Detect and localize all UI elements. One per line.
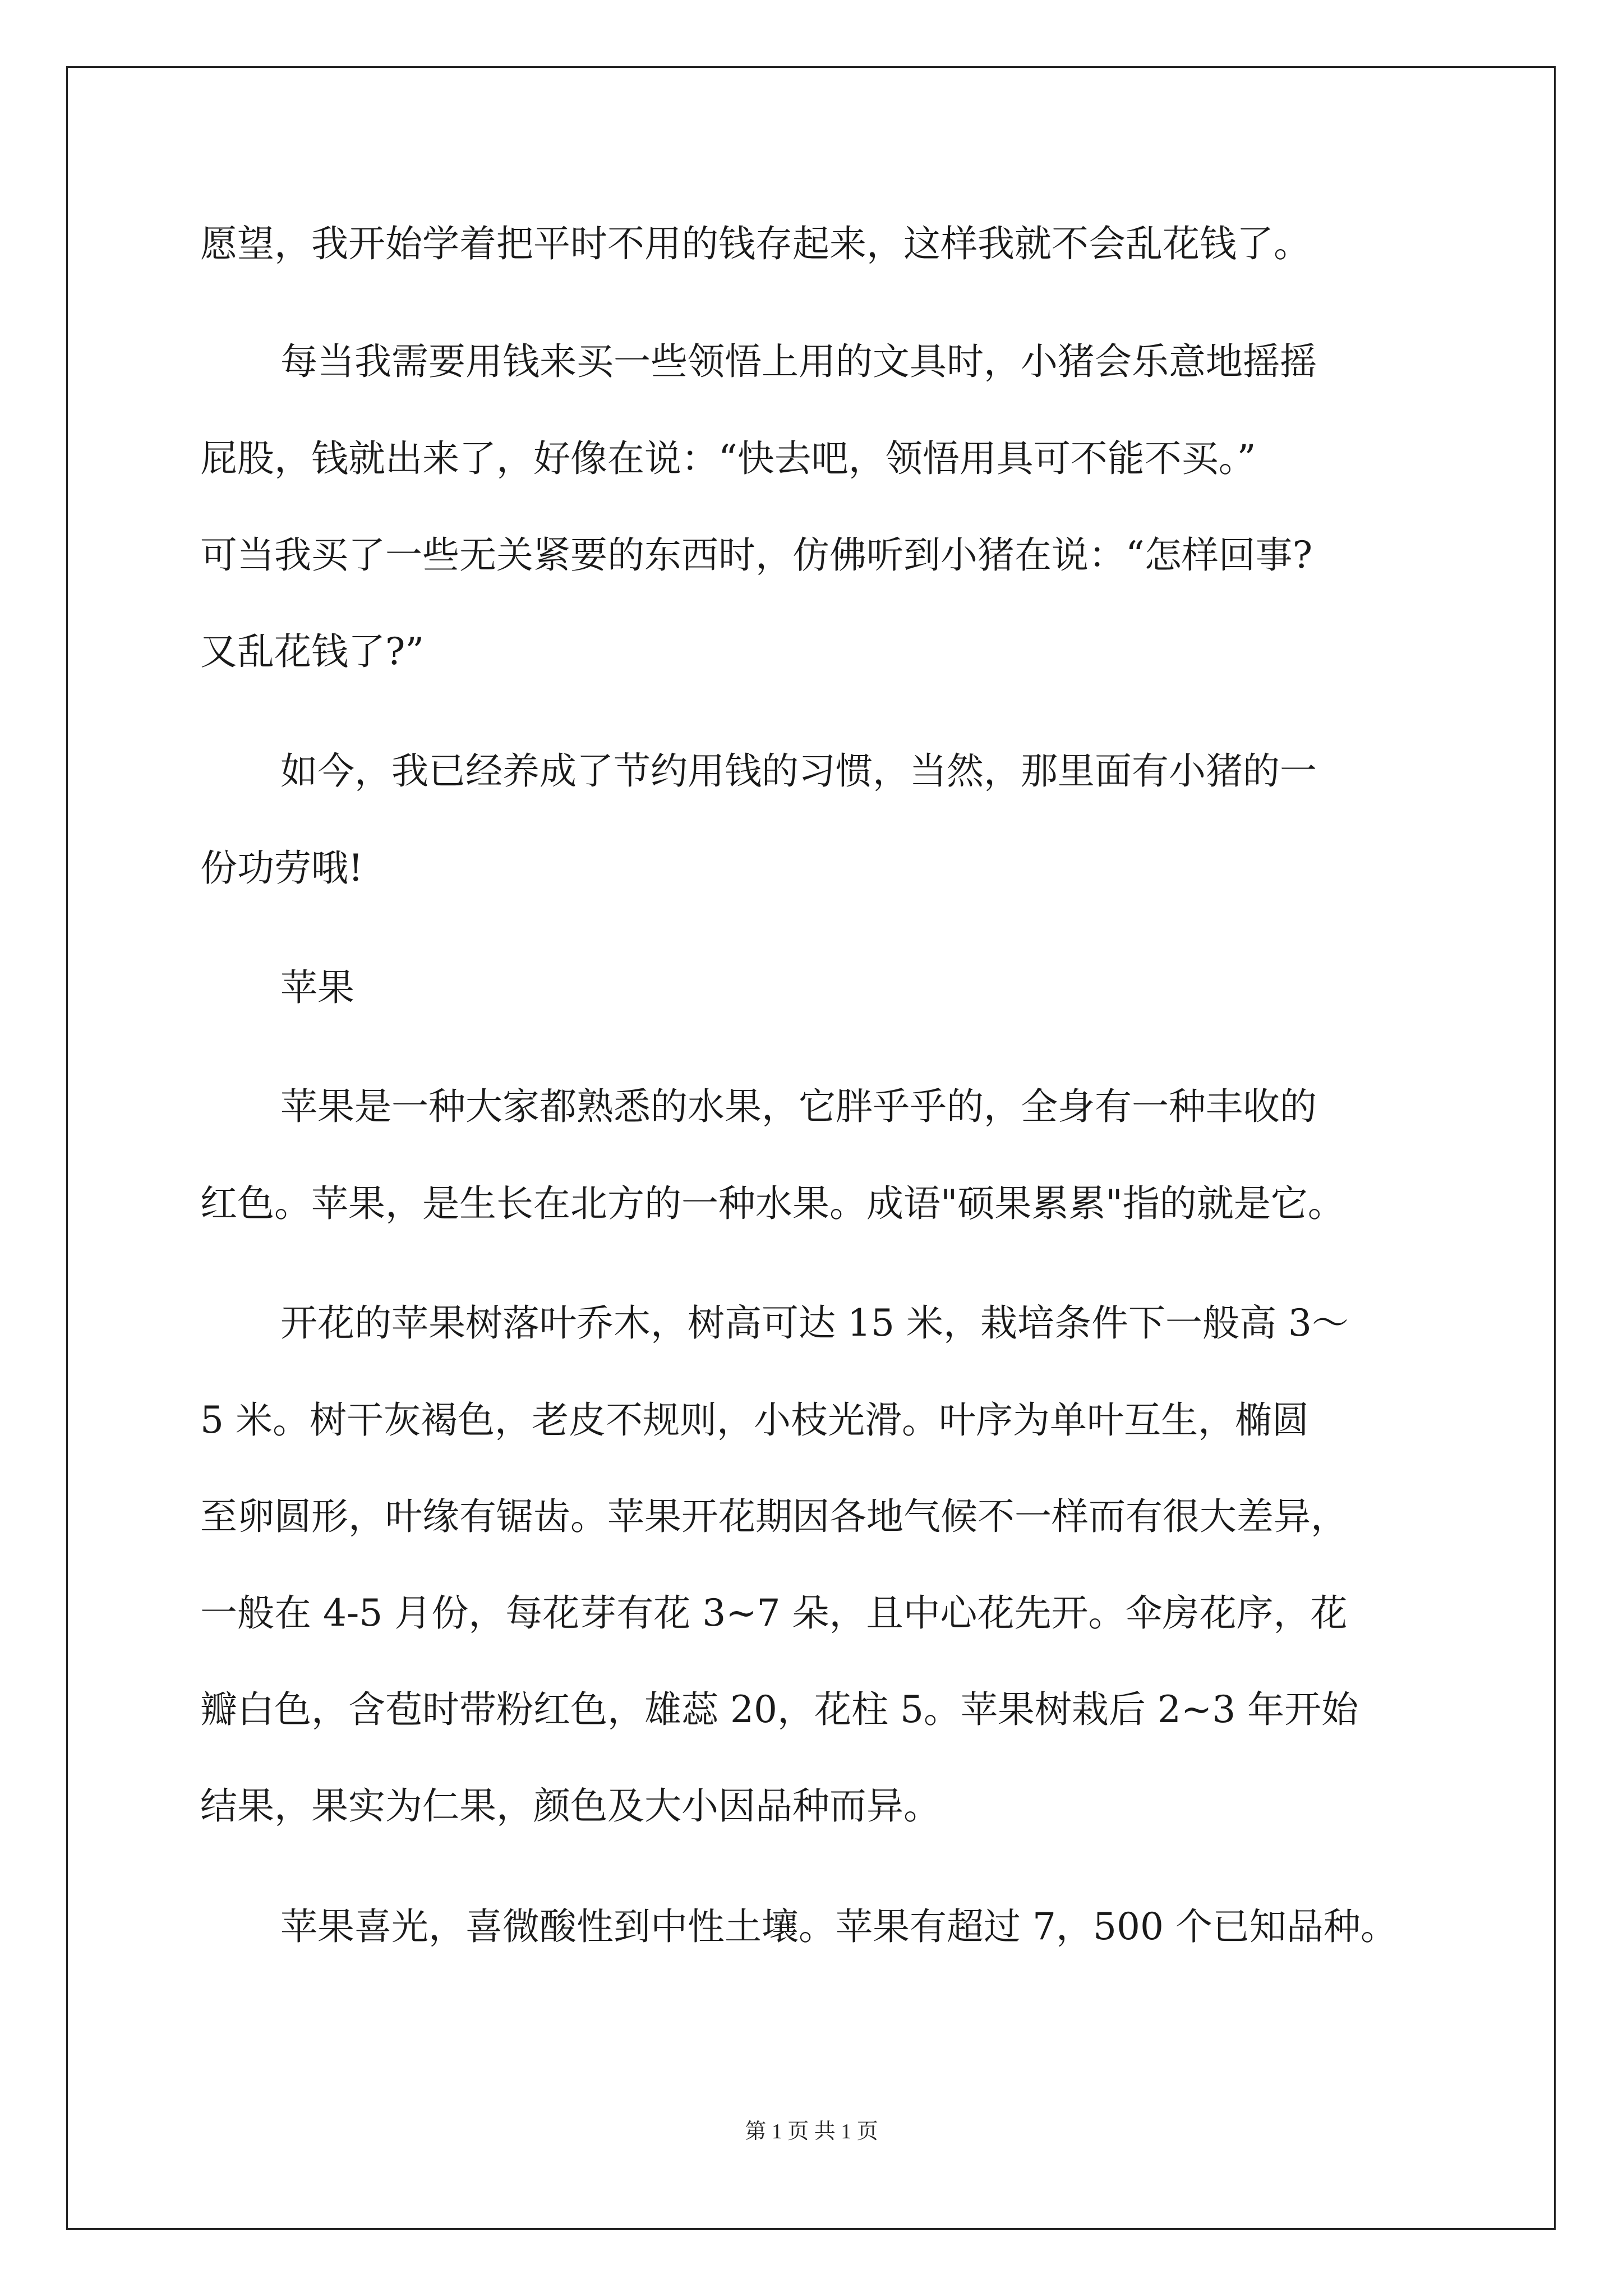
text-line: 苹果是一种大家都熟悉的水果，它胖乎乎的，全身有一种丰收的 (280, 1085, 1317, 1128)
text-line: 开花的苹果树落叶乔木，树高可达 15 米，栽培条件下一般高 3～ (280, 1301, 1349, 1345)
text-line: 可当我买了一些无关紧要的东西时，仿佛听到小猪在说：“怎样回事? (200, 533, 1313, 577)
text-line: 至卵圆形，叶缘有锯齿。苹果开花期因各地气候不一样而有很大差异， (200, 1495, 1348, 1538)
text-line: 一般在 4-5 月份，每花芽有花 3~7 朵，且中心花先开。伞房花序，花 (200, 1591, 1348, 1635)
text-line: 如今，我已经养成了节约用钱的习惯，当然，那里面有小猪的一 (280, 749, 1317, 793)
text-line: 瓣白色，含苞时带粉红色，雄蕊 20，花柱 5。苹果树栽后 2~3 年开始 (200, 1688, 1359, 1731)
text-line: 苹果喜光，喜微酸性到中性土壤。苹果有超过 7，500 个已知品种。 (280, 1905, 1398, 1948)
text-line: 又乱花钱了?” (200, 630, 425, 673)
text-line: 红色。苹果，是生长在北方的一种水果。成语"硕果累累"指的就是它。 (200, 1182, 1345, 1225)
text-line: 愿望，我开始学着把平时不用的钱存起来，这样我就不会乱花钱了。 (200, 222, 1311, 265)
text-line: 结果，果实为仁果，颜色及大小因品种而异。 (200, 1784, 940, 1828)
text-line: 每当我需要用钱来买一些领悟上用的文具时，小猪会乐意地摇摇 (280, 340, 1317, 383)
section-heading: 苹果 (280, 966, 354, 1009)
text-line: 份功劳哦! (200, 846, 363, 890)
text-line: 屁股，钱就出来了，好像在说：“快去吧，领悟用具可不能不买。” (200, 437, 1256, 480)
text-line: 5 米。树干灰褐色，老皮不规则，小枝光滑。叶序为单叶互生，椭圆 (200, 1398, 1309, 1442)
page-number: 第 1 页 共 1 页 (745, 2120, 878, 2143)
